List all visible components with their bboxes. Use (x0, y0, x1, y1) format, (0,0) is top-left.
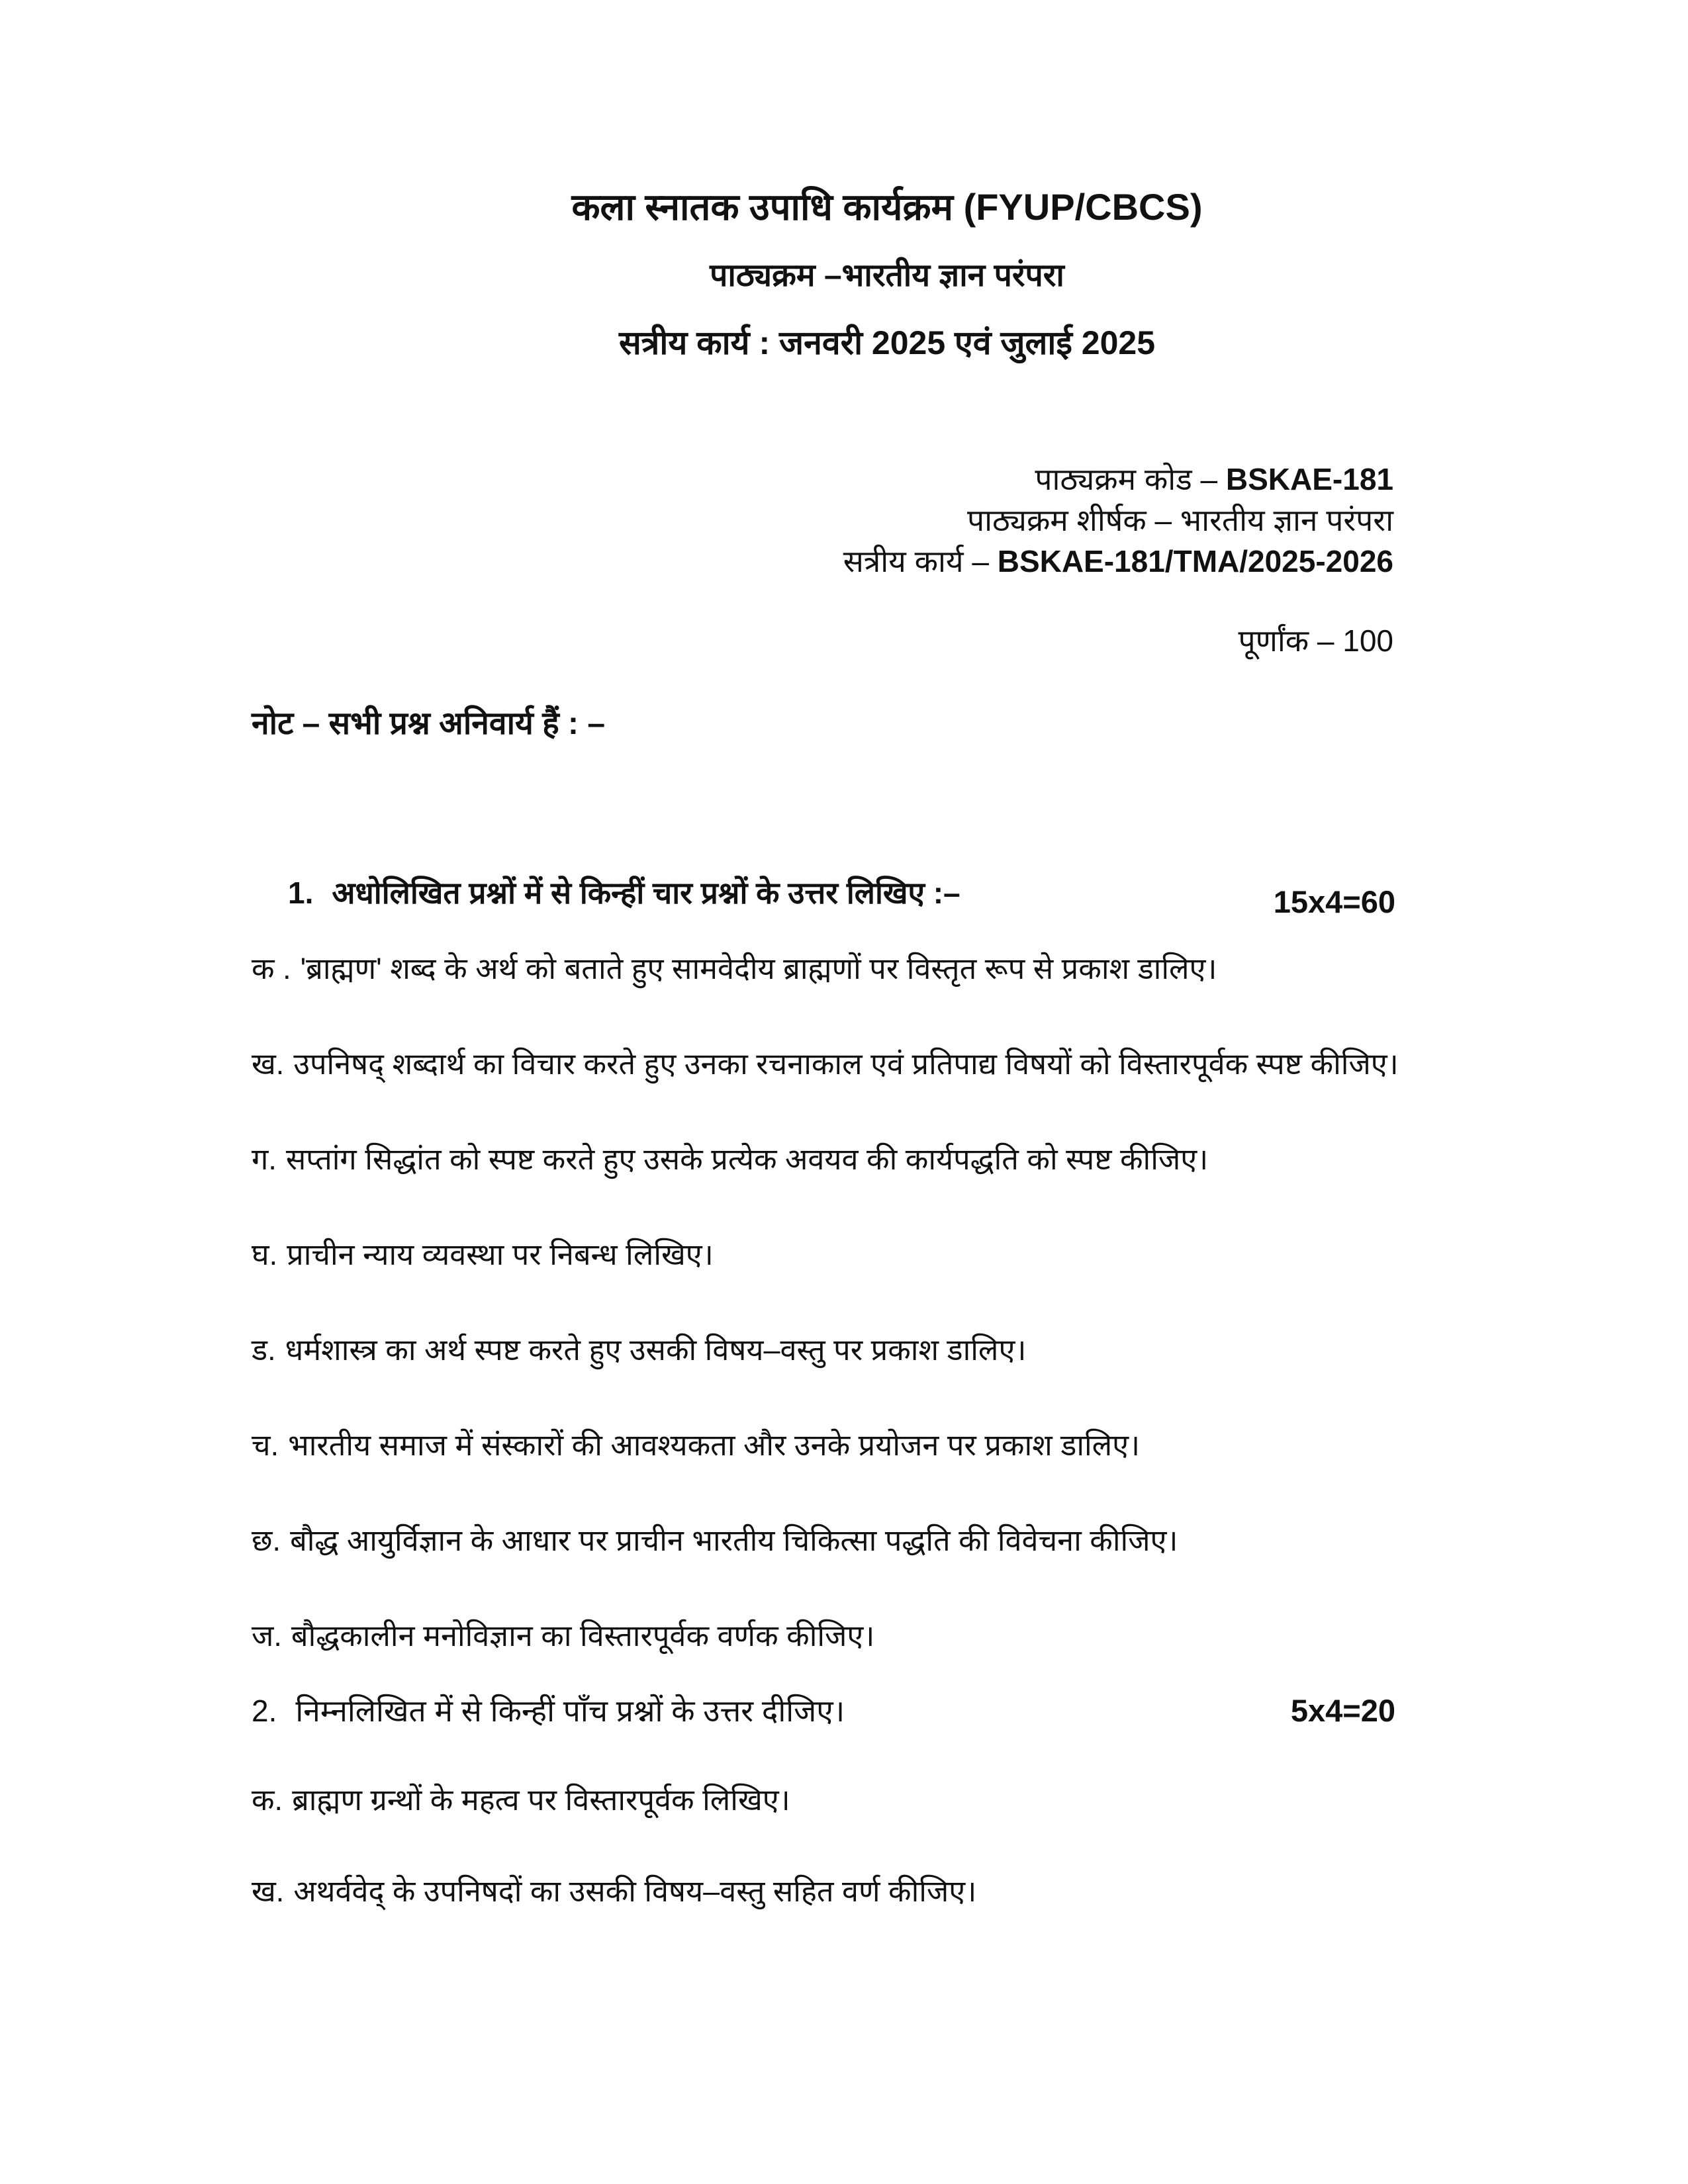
title-latin: (FYUP/CBCS) (963, 186, 1203, 228)
total-marks-row (252, 620, 1393, 661)
question-1b-text: उपनिषद् शब्दार्थ का विचार करते हुए उनका रचनाकाल एवं प्रतिपाद्य विषयों को विस्तारपूर्वक स्पष्ट कीजिए। (293, 1047, 1399, 1081)
question-1h (252, 1614, 1443, 1658)
question-1c-text: सप्तांग सिद्धांत को स्पष्ट करते हुए उसके प्रत्येक अवयव की कार्यपद्धति को स्पष्ट कीजिए। (285, 1142, 1209, 1176)
assignment-code-row (252, 541, 1393, 582)
title-hindi: कला स्नातक उपाधि कार्यक्रम (571, 186, 954, 228)
question-2a-label: क. (252, 1783, 283, 1817)
section-2-instruction-text: निम्नलिखित में से किन्हीं पाँच प्रश्नों के उत्तर दीजिए। (295, 1694, 845, 1728)
section-1-marks: 15x4=60 (1273, 884, 1395, 919)
question-1c (252, 1138, 1443, 1181)
question-1g (252, 1519, 1443, 1563)
question-1d-label: घ. (252, 1238, 278, 1271)
question-1a-text: 'ब्राह्मण' शब्द के अर्थ को बताते हुए सामवेदीय ब्राह्मणों पर विस्तृत रूप से प्रकाश डालिए। (300, 952, 1217, 985)
assignment-label: सत्रीय कार्य – (843, 544, 998, 578)
assignment-value: BSKAE-181/TMA/2025-2026 (997, 544, 1393, 578)
question-1f-label: च. (252, 1428, 279, 1462)
course-info-block (252, 459, 1443, 661)
course-subtitle: पाठ्यक्रम –भारतीय ज्ञान परंपरा (710, 258, 1064, 293)
total-marks-label: पूर्णांक – (1238, 623, 1343, 658)
course-code-row (252, 459, 1393, 500)
page-title (331, 186, 1443, 228)
question-1e-label: ड. (252, 1333, 276, 1367)
section-2-number: 2. (252, 1694, 277, 1728)
section-1-instruction (252, 873, 961, 913)
section-2-header (252, 1691, 1443, 1731)
question-1e-text: धर्मशास्त्र का अर्थ स्पष्ट करते हुए उसकी विषय–वस्तु पर प्रकाश डालिए। (285, 1333, 1027, 1367)
course-title-value: भारतीय ज्ञान परंपरा (1180, 503, 1393, 537)
question-1f (252, 1424, 1443, 1467)
question-2b-text: अथर्ववेद् के उपनिषदों का उसकी विषय–वस्तु सहित वर्ण कीजिए। (293, 1874, 977, 1908)
session-line: सत्रीय कार्य : जनवरी 2025 एवं जुलाई 2025 (618, 324, 1156, 361)
section-1-questions (252, 947, 1443, 1658)
question-2a (252, 1778, 1443, 1822)
question-2b-label: ख. (252, 1874, 285, 1908)
question-2b (252, 1870, 1443, 1913)
section-2-marks: 5x4=20 (1290, 1693, 1395, 1728)
section-2-questions (252, 1778, 1443, 1913)
total-marks-value: 100 (1342, 623, 1393, 658)
section-1-number: 1. (288, 876, 314, 910)
question-2a-text: ब्राह्मण ग्रन्थों के महत्व पर विस्तारपूर्वक लिखिए। (292, 1783, 790, 1817)
course-title-row (252, 500, 1393, 541)
section-2-instruction (252, 1691, 845, 1731)
question-1e (252, 1328, 1443, 1372)
question-1a-label: क . (252, 952, 291, 985)
question-1h-label: ज. (252, 1619, 282, 1653)
section-1-instruction-text: अधोलिखित प्रश्नों में से किन्हीं चार प्रश्नों के उत्तर लिखिए :– (332, 876, 961, 910)
course-title-label: पाठ्यक्रम शीर्षक – (966, 503, 1180, 537)
question-1d (252, 1233, 1443, 1277)
course-code-label: पाठ्यक्रम कोड – (1035, 462, 1226, 496)
course-code-value: BSKAE-181 (1225, 462, 1393, 496)
note-line: नोट – सभी प्रश्न अनिवार्य हैं : – (252, 706, 606, 741)
question-1d-text: प्राचीन न्याय व्यवस्था पर निबन्ध लिखिए। (287, 1238, 714, 1271)
section-1-header (252, 873, 1443, 919)
question-1a (252, 947, 1443, 991)
question-1c-label: ग. (252, 1142, 277, 1176)
question-1b-label: ख. (252, 1047, 285, 1081)
question-1b (252, 1042, 1443, 1086)
question-1g-label: छ. (252, 1524, 281, 1557)
question-1h-text: बौद्धकालीन मनोविज्ञान का विस्तारपूर्वक वर्णक कीजिए। (291, 1619, 875, 1653)
question-1f-text: भारतीय समाज में संस्कारों की आवश्यकता और उनके प्रयोजन पर प्रकाश डालिए। (288, 1428, 1141, 1462)
question-1g-text: बौद्ध आयुर्विज्ञान के आधार पर प्राचीन भारतीय चिकित्सा पद्धति की विवेचना कीजिए। (290, 1524, 1178, 1557)
document-header (252, 186, 1443, 361)
